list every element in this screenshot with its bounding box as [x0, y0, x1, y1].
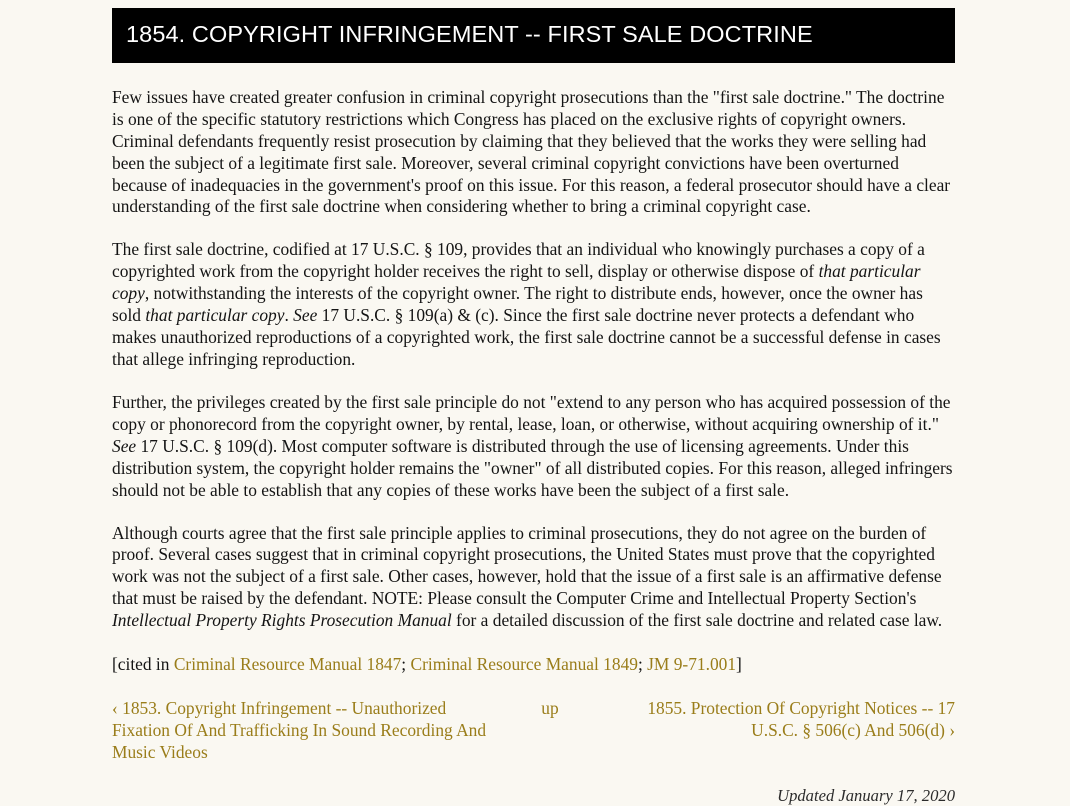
cited-separator-1: ;	[401, 654, 411, 675]
paragraph-2-emphasis-3: See	[293, 305, 318, 326]
paragraph-3	[112, 392, 955, 502]
paragraph-2-part-a: The first sale doctrine, codified at 17 U.S.C. § 109, provides that an individual who knowingly purchases a copy of a copyrighted work from the copyright holder receives the right to sell, display or otherwise dispose of	[112, 239, 925, 282]
paragraph-1-text: Few issues have created greater confusion in criminal copyright prosecutions than the "first sale doctrine." The doctrine is one of the specific statutory restrictions which Congress has placed on the exclusive rights of copyright owners. Criminal defendants frequently resist prosecution by claiming that they believed that the works they were selling had been the subject of a legitimate first sale. Moreover, several criminal copyright convictions have been overturned because of inadequacies in the government's proof on this issue. For this reason, a federal prosecutor should have a clear understanding of the first sale doctrine when considering whether to bring a criminal copyright case.	[112, 86, 951, 217]
cited-link-jm-9-71-001[interactable]: JM 9-71.001	[647, 654, 737, 675]
document-content	[112, 0, 955, 806]
page-title-bar	[112, 8, 955, 63]
paragraph-1	[112, 87, 955, 219]
paragraph-2-emphasis-2: that particular copy	[145, 305, 285, 326]
page-navigation	[112, 698, 955, 764]
cited-link-criminal-resource-manual-1849[interactable]: Criminal Resource Manual 1849	[410, 654, 638, 675]
page-title: 1854. COPYRIGHT INFRINGEMENT -- FIRST SALE DOCTRINE	[126, 21, 813, 47]
paragraph-3-part-b: 17 U.S.C. § 109(d). Most computer software is distributed through the use of licensing agreements. Under this distribution system, the copyright holder remains the "owner" of all distributed copies. For this reason, alleged infringers should not be able to establish that any copies of these works have been the subject of a first sale.	[112, 435, 953, 500]
paragraph-4-emphasis-1: Intellectual Property Rights Prosecution Manual	[112, 610, 452, 631]
paragraph-2-part-d: 17 U.S.C. § 109(a) & (c). Since the first sale doctrine never protects a defendant who makes unauthorized reproductions of a copyrighted work, the first sale doctrine cannot be a successful defense in cases that allege infringing reproduction.	[112, 305, 941, 369]
cited-link-criminal-resource-manual-1847[interactable]: Criminal Resource Manual 1847	[173, 654, 402, 675]
nav-previous	[112, 698, 490, 764]
nav-next	[610, 698, 955, 742]
paragraph-2	[112, 239, 955, 371]
nav-up-link[interactable]: up	[541, 698, 559, 719]
paragraph-4	[112, 523, 955, 633]
cited-open-bracket: [cited in	[112, 654, 174, 675]
paragraph-3-emphasis-1: See	[112, 435, 137, 456]
cited-in-line	[112, 654, 955, 676]
nav-next-link[interactable]: 1855. Protection Of Copyright Notices -- 17 U.S.C. § 506(c) And 506(d) ›	[647, 698, 955, 740]
nav-previous-link[interactable]: ‹ 1853. Copyright Infringement -- Unauthorized Fixation Of And Trafficking In Sound Recording And Music Videos	[112, 698, 487, 762]
cited-separator-2: ;	[637, 654, 648, 675]
paragraph-4-part-a: Although courts agree that the first sale principle applies to criminal prosecutions, they do not agree on the burden of proof. Several cases suggest that in criminal copyright prosecutions, the United States must prove that the copyrighted work was not the subject of a first sale. Other cases, however, hold that the issue of a first sale is an affirmative defense that must be raised by the defendant. NOTE: Please consult the Computer Crime and Intellectual Property Section's	[112, 522, 942, 609]
paragraph-3-part-a: Further, the privileges created by the first sale principle do not "extend to any person who has acquired possession of the copy or phonorecord from the copyright owner, by rental, lease, loan, or otherwise, without acquiring ownership of it."	[112, 391, 951, 434]
nav-up	[500, 698, 600, 720]
paragraph-2-part-c: .	[284, 305, 294, 326]
paragraph-2-emphasis-1: that particular copy	[112, 261, 921, 304]
updated-date: Updated January 17, 2020	[777, 785, 955, 805]
cited-close-bracket: ]	[736, 654, 742, 675]
paragraph-2-part-b: , notwithstanding the interests of the copyright owner. The right to distribute ends, however, once the owner has sold	[112, 283, 923, 326]
paragraph-4-part-b: for a detailed discussion of the first sale doctrine and related case law.	[451, 610, 943, 631]
